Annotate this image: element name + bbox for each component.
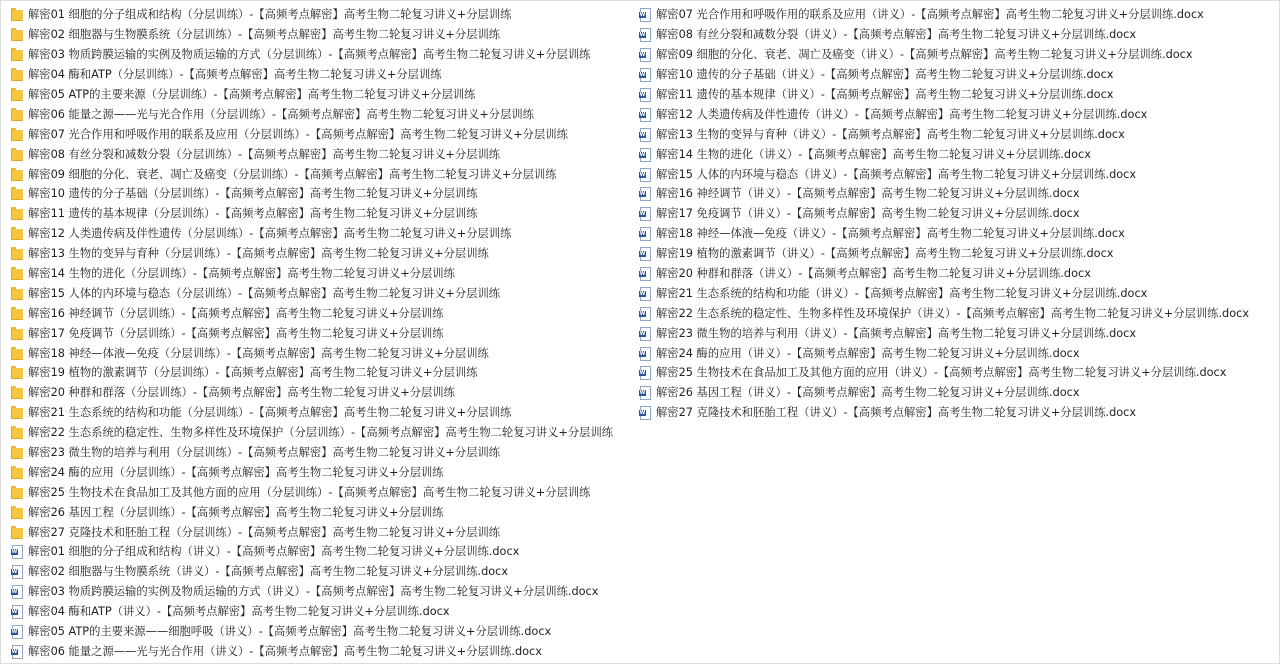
folder-icon: [11, 446, 23, 459]
word-document-icon: W: [639, 307, 651, 320]
document-item[interactable]: [639, 264, 1275, 284]
document-item[interactable]: [639, 244, 1275, 264]
file-name: 解密26 基因工程（讲义）-【高频考点解密】高考生物二轮复习讲义+分层训练.docx: [656, 386, 1080, 400]
folder-item[interactable]: [11, 104, 631, 124]
folder-icon: [11, 168, 23, 181]
file-name: 解密05 ATP的主要来源——细胞呼吸（讲义）-【高频考点解密】高考生物二轮复习讲义+分层训练.docx: [28, 625, 552, 639]
folder-icon: [11, 187, 23, 200]
file-name: 解密19 植物的激素调节（讲义）-【高频考点解密】高考生物二轮复习讲义+分层训练.docx: [656, 247, 1114, 261]
document-item[interactable]: [639, 224, 1275, 244]
word-document-icon: W: [639, 148, 651, 161]
word-document-icon: W: [639, 128, 651, 141]
file-name: 解密16 神经调节（讲义）-【高频考点解密】高考生物二轮复习讲义+分层训练.docx: [656, 187, 1080, 201]
word-document-icon: W: [639, 108, 651, 121]
file-name: 解密24 酶的应用（分层训练）-【高频考点解密】高考生物二轮复习讲义+分层训练: [28, 465, 444, 479]
folder-icon: [11, 347, 23, 360]
word-document-icon: W: [639, 88, 651, 101]
file-name: 解密15 人体的内环境与稳态（讲义）-【高频考点解密】高考生物二轮复习讲义+分层训练.docx: [656, 167, 1137, 181]
folder-item[interactable]: [11, 45, 631, 65]
word-document-icon: W: [639, 28, 651, 41]
file-name: 解密19 植物的激素调节（分层训练）-【高频考点解密】高考生物二轮复习讲义+分层训练: [28, 366, 478, 380]
file-name: 解密05 ATP的主要来源（分层训练）-【高频考点解密】高考生物二轮复习讲义+分层训练: [28, 88, 476, 101]
file-name: 解密21 生态系统的结构和功能（讲义）-【高频考点解密】高考生物二轮复习讲义+分层训练.docx: [656, 286, 1148, 300]
folder-item[interactable]: [11, 244, 631, 264]
folder-item[interactable]: [11, 482, 631, 502]
file-name: 解密22 生态系统的稳定性、生物多样性及环境保护（讲义）-【高频考点解密】高考生物二轮复习讲义+分层训练.docx: [656, 306, 1250, 320]
folder-icon: [11, 207, 23, 220]
folder-item[interactable]: [11, 363, 631, 383]
document-item[interactable]: [11, 562, 631, 582]
folder-item[interactable]: [11, 462, 631, 482]
folder-icon: [11, 287, 23, 300]
file-name: 解密11 遗传的基本规律（讲义）-【高频考点解密】高考生物二轮复习讲义+分层训练.docx: [656, 88, 1114, 101]
document-item[interactable]: [11, 542, 631, 562]
word-document-icon: W: [639, 287, 651, 300]
file-name: 解密21 生态系统的结构和功能（分层训练）-【高频考点解密】高考生物二轮复习讲义+分层训练: [28, 406, 512, 420]
file-name: 解密12 人类遗传病及伴性遗传（讲义）-【高频考点解密】高考生物二轮复习讲义+分层训练.docx: [656, 107, 1148, 121]
document-item[interactable]: [11, 602, 631, 622]
folder-icon: [11, 426, 23, 439]
word-document-icon: W: [11, 645, 23, 658]
folder-item[interactable]: [11, 283, 631, 303]
file-name: 解密17 免疫调节（讲义）-【高频考点解密】高考生物二轮复习讲义+分层训练.docx: [656, 207, 1080, 221]
file-name: 解密25 生物技术在食品加工及其他方面的应用（分层训练）-【高频考点解密】高考生物二轮复习讲义+分层训练: [28, 485, 591, 499]
word-document-icon: W: [11, 625, 23, 638]
file-name: 解密20 种群和群落（讲义）-【高频考点解密】高考生物二轮复习讲义+分层训练.docx: [656, 267, 1091, 281]
file-name: 解密18 神经—体液—免疫（分层训练）-【高频考点解密】高考生物二轮复习讲义+分层训练: [28, 346, 489, 360]
file-name: 解密01 细胞的分子组成和结构（讲义）-【高频考点解密】高考生物二轮复习讲义+分层训练.docx: [28, 545, 520, 559]
file-name: 解密18 神经—体液—免疫（讲义）-【高频考点解密】高考生物二轮复习讲义+分层训练.docx: [656, 227, 1125, 241]
file-name: 解密23 微生物的培养与利用（分层训练）-【高频考点解密】高考生物二轮复习讲义+分层训练: [28, 446, 501, 460]
file-name: 解密06 能量之源——光与光合作用（讲义）-【高频考点解密】高考生物二轮复习讲义+分层训练.docx: [28, 644, 542, 658]
folder-icon: [11, 48, 23, 61]
file-name: 解密03 物质跨膜运输的实例及物质运输的方式（讲义）-【高频考点解密】高考生物二轮复习讲义+分层训练.docx: [28, 585, 599, 599]
folder-item[interactable]: [11, 443, 631, 463]
folder-item[interactable]: [11, 5, 631, 25]
folder-icon: [11, 466, 23, 479]
word-document-icon: W: [639, 207, 651, 220]
word-document-icon: W: [11, 565, 23, 578]
file-name: 解密16 神经调节（分层训练）-【高频考点解密】高考生物二轮复习讲义+分层训练: [28, 306, 444, 320]
folder-icon: [11, 148, 23, 161]
folder-icon: [11, 366, 23, 379]
folder-item[interactable]: [11, 423, 631, 443]
file-name: 解密13 生物的变异与育种（讲义）-【高频考点解密】高考生物二轮复习讲义+分层训练.docx: [656, 127, 1125, 141]
folder-icon: [11, 8, 23, 21]
folder-icon: [11, 128, 23, 141]
folder-icon: [11, 486, 23, 499]
document-item[interactable]: [639, 25, 1275, 45]
file-name: 解密04 酶和ATP（分层训练）-【高频考点解密】高考生物二轮复习讲义+分层训练: [28, 68, 442, 82]
folder-item[interactable]: [11, 124, 631, 144]
word-document-icon: W: [639, 386, 651, 399]
folder-item[interactable]: [11, 25, 631, 45]
folder-item[interactable]: [11, 65, 631, 85]
document-item[interactable]: [11, 622, 631, 642]
folder-icon: [11, 526, 23, 539]
word-document-icon: W: [639, 8, 651, 21]
document-item[interactable]: [639, 104, 1275, 124]
file-name: 解密27 克隆技术和胚胎工程（分层训练）-【高频考点解密】高考生物二轮复习讲义+分层训练: [28, 525, 501, 539]
file-name: 解密23 微生物的培养与利用（讲义）-【高频考点解密】高考生物二轮复习讲义+分层训练.docx: [656, 326, 1137, 340]
document-item[interactable]: [639, 363, 1275, 383]
file-name: 解密08 有丝分裂和减数分裂（讲义）-【高频考点解密】高考生物二轮复习讲义+分层训练.docx: [656, 28, 1137, 42]
file-name: 解密26 基因工程（分层训练）-【高频考点解密】高考生物二轮复习讲义+分层训练: [28, 505, 444, 519]
document-item[interactable]: [639, 184, 1275, 204]
folder-icon: [11, 68, 23, 81]
file-name: 解密06 能量之源——光与光合作用（分层训练）-【高频考点解密】高考生物二轮复习讲义+分层训练: [28, 107, 534, 121]
file-name: 解密14 生物的进化（分层训练）-【高频考点解密】高考生物二轮复习讲义+分层训练: [28, 267, 455, 281]
document-item[interactable]: [639, 303, 1275, 323]
word-document-icon: W: [639, 406, 651, 419]
document-item[interactable]: [11, 642, 631, 662]
file-name: 解密13 生物的变异与育种（分层训练）-【高频考点解密】高考生物二轮复习讲义+分层训练: [28, 247, 489, 261]
folder-item[interactable]: [11, 85, 631, 105]
file-name: 解密03 物质跨膜运输的实例及物质运输的方式（分层训练）-【高频考点解密】高考生物二轮复习讲义+分层训练: [28, 48, 591, 62]
document-item[interactable]: [639, 164, 1275, 184]
file-name: 解密25 生物技术在食品加工及其他方面的应用（讲义）-【高频考点解密】高考生物二轮复习讲义+分层训练.docx: [656, 366, 1227, 380]
folder-icon: [11, 247, 23, 260]
folder-icon: [11, 88, 23, 101]
folder-item[interactable]: [11, 502, 631, 522]
word-document-icon: W: [639, 68, 651, 81]
word-document-icon: W: [639, 247, 651, 260]
file-name: 解密15 人体的内环境与稳态（分层训练）-【高频考点解密】高考生物二轮复习讲义+分层训练: [28, 286, 501, 300]
document-item[interactable]: [639, 323, 1275, 343]
file-name: 解密20 种群和群落（分层训练）-【高频考点解密】高考生物二轮复习讲义+分层训练: [28, 386, 455, 400]
folder-item[interactable]: [11, 164, 631, 184]
folder-item[interactable]: [11, 184, 631, 204]
document-item[interactable]: [11, 582, 631, 602]
folder-icon: [11, 307, 23, 320]
file-name: 解密11 遗传的基本规律（分层训练）-【高频考点解密】高考生物二轮复习讲义+分层训练: [28, 207, 478, 221]
folder-item[interactable]: [11, 383, 631, 403]
file-name: 解密07 光合作用和呼吸作用的联系及应用（分层训练）-【高频考点解密】高考生物二轮复习讲义+分层训练: [28, 127, 568, 141]
document-item[interactable]: [639, 85, 1275, 105]
file-name: 解密02 细胞器与生物膜系统（讲义）-【高频考点解密】高考生物二轮复习讲义+分层训练.docx: [28, 565, 509, 579]
word-document-icon: W: [639, 168, 651, 181]
document-item[interactable]: [639, 204, 1275, 224]
file-name: 解密24 酶的应用（讲义）-【高频考点解密】高考生物二轮复习讲义+分层训练.docx: [656, 346, 1080, 360]
file-name: 解密27 克隆技术和胚胎工程（讲义）-【高频考点解密】高考生物二轮复习讲义+分层训练.docx: [656, 406, 1137, 420]
file-name: 解密22 生态系统的稳定性、生物多样性及环境保护（分层训练）-【高频考点解密】高考生物二轮复习讲义+分层训练: [28, 426, 614, 440]
word-document-icon: W: [639, 347, 651, 360]
document-item[interactable]: [639, 5, 1275, 25]
folder-icon: [11, 108, 23, 121]
folder-icon: [11, 386, 23, 399]
document-item[interactable]: [639, 343, 1275, 363]
file-name: 解密02 细胞器与生物膜系统（分层训练）-【高频考点解密】高考生物二轮复习讲义+分层训练: [28, 28, 501, 42]
word-document-icon: W: [639, 187, 651, 200]
file-name: 解密04 酶和ATP（讲义）-【高频考点解密】高考生物二轮复习讲义+分层训练.docx: [28, 605, 450, 619]
file-name: 解密10 遗传的分子基础（分层训练）-【高频考点解密】高考生物二轮复习讲义+分层训练: [28, 187, 478, 201]
document-item[interactable]: [639, 283, 1275, 303]
document-item[interactable]: [639, 403, 1275, 423]
folder-icon: [11, 406, 23, 419]
folder-item[interactable]: [11, 144, 631, 164]
document-item[interactable]: [639, 45, 1275, 65]
file-name: 解密10 遗传的分子基础（讲义）-【高频考点解密】高考生物二轮复习讲义+分层训练.docx: [656, 68, 1114, 82]
file-name: 解密09 细胞的分化、衰老、凋亡及癌变（讲义）-【高频考点解密】高考生物二轮复习讲义+分层训练.docx: [656, 48, 1193, 62]
file-name: 解密09 细胞的分化、衰老、凋亡及癌变（分层训练）-【高频考点解密】高考生物二轮复习讲义+分层训练: [28, 167, 557, 181]
file-name: 解密01 细胞的分子组成和结构（分层训练）-【高频考点解密】高考生物二轮复习讲义+分层训练: [28, 8, 512, 22]
folder-icon: [11, 327, 23, 340]
document-item[interactable]: [639, 65, 1275, 85]
word-document-icon: W: [639, 327, 651, 340]
folder-icon: [11, 267, 23, 280]
folder-icon: [11, 28, 23, 41]
word-document-icon: W: [639, 48, 651, 61]
file-name: 解密12 人类遗传病及伴性遗传（分层训练）-【高频考点解密】高考生物二轮复习讲义+分层训练: [28, 227, 512, 241]
file-name: 解密17 免疫调节（分层训练）-【高频考点解密】高考生物二轮复习讲义+分层训练: [28, 326, 444, 340]
folder-item[interactable]: [11, 204, 631, 224]
folder-item[interactable]: [11, 264, 631, 284]
word-document-icon: W: [639, 227, 651, 240]
folder-item[interactable]: [11, 323, 631, 343]
document-item[interactable]: [639, 124, 1275, 144]
word-document-icon: W: [11, 605, 23, 618]
file-name: 解密08 有丝分裂和减数分裂（分层训练）-【高频考点解密】高考生物二轮复习讲义+分层训练: [28, 147, 501, 161]
file-name: 解密14 生物的进化（讲义）-【高频考点解密】高考生物二轮复习讲义+分层训练.docx: [656, 147, 1091, 161]
word-document-icon: W: [639, 366, 651, 379]
word-document-icon: W: [11, 585, 23, 598]
folder-item[interactable]: [11, 303, 631, 323]
file-list-right-column: [639, 5, 1275, 423]
folder-item[interactable]: [11, 224, 631, 244]
folder-icon: [11, 227, 23, 240]
folder-item[interactable]: [11, 343, 631, 363]
folder-item[interactable]: [11, 403, 631, 423]
word-document-icon: W: [639, 267, 651, 280]
document-item[interactable]: [639, 144, 1275, 164]
document-item[interactable]: [639, 383, 1275, 403]
folder-icon: [11, 506, 23, 519]
file-name: 解密07 光合作用和呼吸作用的联系及应用（讲义）-【高频考点解密】高考生物二轮复习讲义+分层训练.docx: [656, 8, 1204, 22]
word-document-icon: W: [11, 545, 23, 558]
folder-item[interactable]: [11, 522, 631, 542]
file-list-left-column: [11, 5, 631, 661]
